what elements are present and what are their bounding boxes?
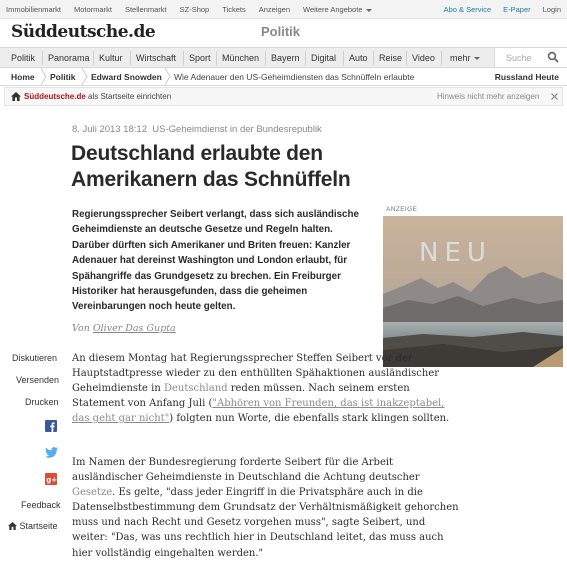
link-quote[interactable]: "Abhören von Freunden, das ist inakzeptabel, das geht gar nicht" [72, 398, 445, 425]
topbar-link-sz-shop[interactable]: SZ-Shop [179, 5, 210, 14]
top-utility-bar [0, 0, 567, 19]
set-startpage-link[interactable] [24, 92, 171, 101]
article-teaser: Regierungssprecher Seibert verlangt, dass sich ausländische Geheimdienste an deutsche Gesetze und Regeln halten. Darüber dürften sich Amerikaner und Briten freuen: Kanzler Adenauer hat dereinst Washington und London erlaubt, für Spähangriffe das Grundgesetz zu brechen. Ein Freiburger Historiker hat herausgefunden, dass die geheimen Vereinbarungen noch heute gelten. [72, 209, 359, 313]
breadcrumb-separator [164, 68, 171, 85]
topbar-weitere-angebote-label: Weitere Angebote [303, 5, 363, 14]
author-link[interactable]: Oliver Das Gupta [92, 323, 176, 334]
search-icon[interactable] [547, 51, 559, 63]
breadcrumb-home[interactable]: Home [11, 72, 35, 82]
search-input[interactable]: Suche [506, 53, 532, 63]
discuss-link[interactable]: Diskutieren [12, 353, 58, 363]
search-box[interactable] [494, 48, 567, 67]
epaper-link[interactable]: E-Paper [503, 5, 531, 14]
section-title[interactable]: Politik [261, 24, 301, 39]
nav-item-panorama[interactable]: Panorama [48, 53, 90, 63]
twitter-icon[interactable] [45, 447, 58, 458]
nav-divider [216, 51, 217, 65]
ad-text: NEU [419, 238, 492, 268]
home-icon [11, 92, 21, 101]
topbar-link-stellenmarkt[interactable]: Stellenmarkt [124, 5, 167, 14]
nav-item-auto[interactable]: Auto [349, 53, 368, 63]
topbar-link-tickets[interactable]: Tickets [222, 5, 246, 14]
login-link[interactable]: Login [542, 5, 561, 14]
masthead [0, 19, 567, 47]
author-prefix: Von [72, 323, 93, 334]
paragraph-text: Im Namen der Bundesregierung forderte Seibert für die Arbeit ausländischer Geheimdienste in Deutschland die Achtung deutscher [72, 457, 420, 484]
article-headline: Deutschland erlaubte den Amerikanern das Schnüffeln [71, 142, 351, 191]
abo-service-link[interactable]: Abo & Service [443, 5, 492, 14]
article-meta [72, 124, 322, 135]
nav-divider [265, 51, 266, 65]
ad-label: ANZEIGE [386, 206, 418, 213]
link-gesetze[interactable]: Gesetze [72, 487, 113, 499]
startpage-side-link[interactable] [8, 521, 58, 531]
nav-divider [183, 51, 184, 65]
startpage-bar [4, 87, 563, 106]
breadcrumb-politik[interactable]: Politik [50, 72, 76, 82]
caret-down-icon [474, 57, 480, 60]
article-paragraph [72, 455, 460, 561]
nav-item-mehr[interactable] [450, 53, 480, 63]
dismiss-hint-link[interactable]: Hinweis nicht mehr anzeigen [437, 92, 540, 101]
paragraph-text: . Es gelte, "dass jeder Eingriff in die Privatsphäre auch in die Datenselbstbestimmung dem Grundsatz der Verhältnismäßigkeit gehorchen muss und nach Recht und Gesetz vorgehen muss", sagte Seibert, und weiter: "Das, was uns rechtlich hier in Deutschland leitet, das muss auch hier vollständig eingehalten werden." [72, 487, 459, 559]
send-link[interactable]: Versenden [16, 375, 60, 385]
nav-item-politik[interactable]: Politik [11, 53, 36, 63]
startpage-text: als Startseite einrichten [85, 92, 172, 101]
caret-down-icon [366, 9, 372, 12]
paragraph-text: ) folgten nun Worte, die ebenfalls stark klingen sollten. [169, 413, 450, 425]
nav-divider [130, 51, 131, 65]
article-date: 8. Juli 2013 18:12 [72, 124, 148, 135]
link-deutschland[interactable]: Deutschland [163, 383, 228, 395]
nav-item-mehr-label: mehr [450, 53, 471, 63]
home-icon [8, 522, 17, 530]
article-author-line [72, 323, 176, 334]
article-kicker: US-Geheimdienst in der Bundesrepublik [152, 124, 322, 135]
breadcrumb-current-page: Wie Adenauer den US-Geheimdiensten das Schnüffeln erlaubte [174, 72, 415, 82]
main-navigation [0, 47, 567, 68]
nav-item-bayern[interactable]: Bayern [271, 53, 300, 63]
breadcrumb-separator [40, 68, 47, 85]
startpage-side-label: Startseite [19, 521, 58, 531]
print-link[interactable]: Drucken [25, 397, 59, 407]
svg-text:g+: g+ [46, 476, 58, 484]
nav-item-kultur[interactable]: Kultur [99, 53, 123, 63]
nav-item-muenchen[interactable]: München [222, 53, 260, 63]
nav-divider [441, 51, 442, 65]
topbar-link-immobilienmarkt[interactable]: Immobilienmarkt [6, 5, 62, 14]
nav-divider [93, 51, 94, 65]
article-paragraph [72, 351, 460, 426]
nav-item-digital[interactable]: Digital [311, 53, 337, 63]
site-logo[interactable]: Süddeutsche.de [11, 22, 156, 42]
nav-item-reise[interactable]: Reise [379, 53, 403, 63]
breadcrumb-separator [81, 68, 88, 85]
topbar-link-motormarkt[interactable]: Motormarkt [74, 5, 112, 14]
startpage-brand: Süddeutsche.de [24, 92, 86, 101]
paragraph-text: An diesem Montag hat Regierungssprecher Steffen Seibert vor der Hauptstadtpresse wieder zu den enthüllten Spähaktionen ausländischer Geheimdienste in [72, 353, 440, 395]
advertisement[interactable] [383, 216, 563, 367]
facebook-icon[interactable] [45, 420, 57, 432]
breadcrumb [0, 68, 567, 86]
close-icon[interactable] [551, 93, 558, 100]
breadcrumb-edward-snowden[interactable]: Edward Snowden [91, 72, 162, 82]
nav-item-video[interactable]: Video [412, 53, 435, 63]
nav-divider [373, 51, 374, 65]
nav-divider [343, 51, 344, 65]
nav-divider [406, 51, 407, 65]
nav-item-sport[interactable]: Sport [189, 53, 211, 63]
topbar-weitere-angebote[interactable] [303, 5, 372, 14]
nav-divider [42, 51, 43, 65]
nav-item-wirtschaft[interactable]: Wirtschaft [136, 53, 177, 63]
nav-divider [305, 51, 306, 65]
breadcrumb-russland-heute[interactable]: Russland Heute [494, 72, 559, 82]
feedback-link[interactable]: Feedback [21, 500, 61, 510]
topbar-link-anzeigen[interactable]: Anzeigen [258, 5, 290, 14]
google-plus-icon[interactable] [45, 473, 57, 485]
paragraph-text: reden müssen. Nach seinem ersten Statement von Anfang Juli ( [72, 383, 410, 410]
